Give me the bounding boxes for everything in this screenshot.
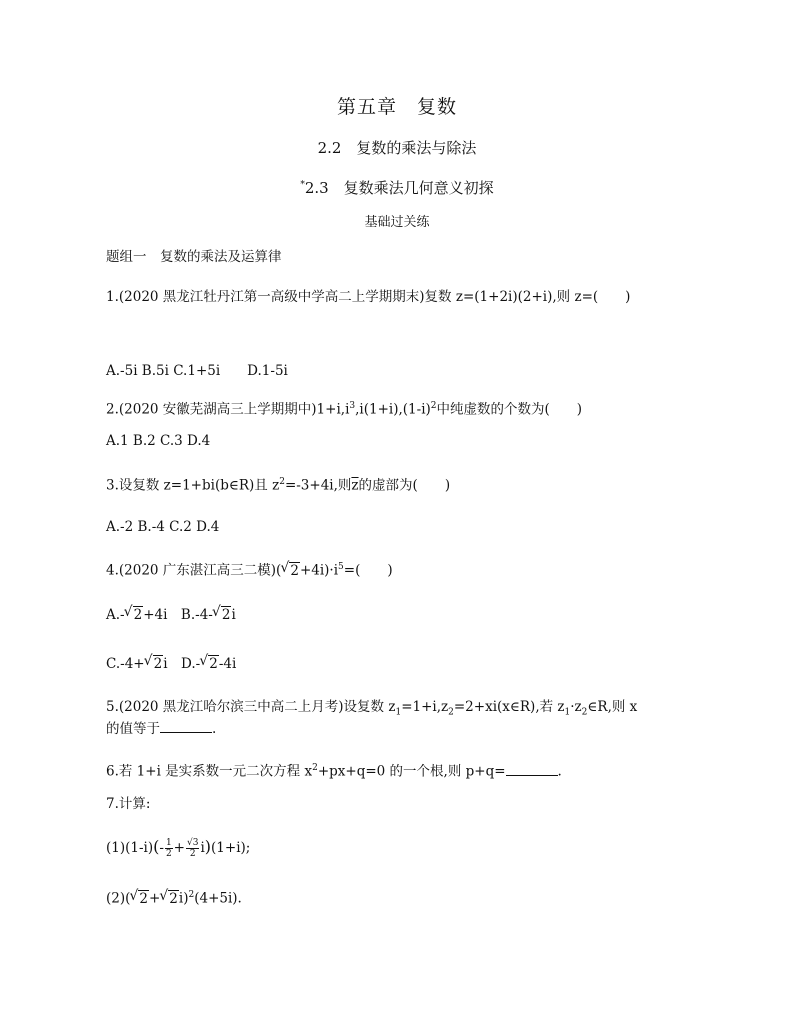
- q4-radicand: 2: [290, 562, 299, 579]
- q5-part-c: =2+xi(x∈R),若 z: [453, 699, 565, 715]
- q4-optC-a: C.-4+: [106, 656, 145, 672]
- q4-optB-b: i: [231, 607, 236, 623]
- question-4-options-ab: [106, 606, 236, 624]
- q4-part-b: +4i)·i: [299, 562, 339, 579]
- section-2-2-title: 2.2 复数的乘法与除法: [317, 139, 477, 157]
- question-5-line2: [106, 720, 216, 738]
- sqrt-symbol: [200, 655, 219, 673]
- q7-p2-radicand1: 2: [139, 890, 148, 907]
- q4-optC-b: i D.-: [163, 656, 201, 672]
- close-paren: ): [204, 837, 212, 856]
- q4-optB-radicand: 2: [221, 607, 231, 623]
- q4-optA-b: +4i B.-4-: [143, 607, 213, 623]
- q3-part-a: 3.设复数 z=1+bi(b∈R)且 z: [106, 477, 280, 494]
- q5-line2-b: .: [212, 721, 217, 737]
- q3-exp: 2: [279, 477, 285, 487]
- question-2-options: A.1 B.2 C.3 D.4: [106, 433, 211, 449]
- q5-sub3: 1: [564, 707, 571, 718]
- fraction-denominator: 2: [189, 849, 196, 859]
- practice-label: 基础过关练: [364, 215, 430, 230]
- sqrt-symbol: [281, 562, 300, 580]
- q6-part-b: +px+q=0 的一个根,则 p+q=: [317, 763, 506, 780]
- section-2-3-text: 2.3 复数乘法几何意义初探: [304, 179, 494, 197]
- q6-part-a: 6.若 1+i 是实系数一元二次方程 x: [106, 763, 313, 780]
- q7-p1-b: (1+i);: [211, 840, 251, 856]
- question-5-stem: [106, 698, 637, 722]
- q7-p2-c: (4+5i).: [194, 890, 242, 907]
- fraction: [165, 838, 173, 859]
- q4-optA-a: A.-: [106, 607, 125, 623]
- fraction: [186, 838, 199, 859]
- q7-p1-plus: +: [173, 840, 185, 856]
- question-6-stem: [106, 759, 562, 781]
- q4-part-c: =( ): [343, 562, 393, 579]
- chapter-title: 第五章 复数: [336, 96, 457, 118]
- q5-sub2: 2: [448, 707, 454, 718]
- q7-p2-b: i): [178, 890, 189, 907]
- question-3-stem: [106, 473, 450, 495]
- question-7-stem: 7.计算:: [106, 796, 151, 812]
- section-2-3-title: [0, 177, 794, 198]
- fraction-numerator: √3: [186, 838, 199, 848]
- q2-exp2: 2: [430, 401, 437, 411]
- q7-p1-i: i: [200, 840, 205, 856]
- q7-p1-minus: -: [159, 840, 164, 856]
- question-3-options: A.-2 B.-4 C.2 D.4: [106, 519, 220, 535]
- question-4-options-cd: [106, 655, 236, 673]
- q4-optC-radicand: 2: [153, 656, 163, 672]
- q4-exp: 5: [338, 562, 344, 572]
- z-conjugate: $\overline{z}$: [351, 477, 359, 494]
- q6-part-c: .: [557, 763, 562, 780]
- sqrt-symbol: [160, 890, 179, 908]
- answer-blank[interactable]: [506, 763, 558, 776]
- q5-part-b: =1+i,z: [401, 699, 449, 715]
- sqrt-symbol: [130, 890, 149, 908]
- open-paren: (: [153, 837, 160, 856]
- q7-p2-exp: 2: [188, 890, 195, 900]
- question-4-stem: [106, 558, 393, 580]
- sqrt-symbol: [213, 606, 232, 624]
- question-1-options: A.-5i B.5i C.1+5i D.1-5i: [106, 363, 288, 379]
- question-2-stem: [106, 397, 582, 419]
- q7-p2-a: (2)(: [106, 890, 131, 907]
- q4-optD-radicand: 2: [209, 656, 218, 672]
- q5-sub1: 1: [395, 707, 402, 718]
- q4-optA-radicand: 2: [133, 607, 143, 623]
- optional-marker: *: [300, 180, 305, 190]
- q4-part-a: 4.(2020 广东湛江高三二模)(: [106, 562, 282, 579]
- q6-exp: 2: [312, 763, 318, 773]
- fraction-denominator: 2: [165, 849, 172, 859]
- answer-blank[interactable]: [160, 720, 212, 733]
- q2-part-c: 中纯虚数的个数为( ): [436, 401, 583, 418]
- q3-part-c: 的虚部为( ): [358, 477, 451, 494]
- question-1-stem: 1.(2020 黑龙江牡丹江第一高级中学高二上学期期末)复数 z=(1+2i)(2+i),则 z=( ): [106, 289, 631, 305]
- q5-part-a: 5.(2020 黑龙江哈尔滨三中高二上月考)设复数 z: [106, 699, 396, 715]
- sqrt-symbol: [125, 606, 144, 624]
- q5-sub4: 2: [581, 707, 588, 718]
- fraction-numerator: 1: [165, 838, 172, 848]
- question-7-part-1: [106, 838, 250, 859]
- q5-line2-a: 的值等于: [106, 721, 160, 737]
- sqrt-symbol: [145, 655, 164, 673]
- q4-optD-b: -4i: [218, 656, 237, 672]
- group-title: 题组一 复数的乘法及运算律: [106, 249, 282, 265]
- q2-exp1: 3: [349, 401, 356, 411]
- question-7-part-2: [106, 886, 242, 908]
- q7-p1-a: (1)(1-i): [106, 840, 154, 856]
- q5-part-e: ∈R,则 x: [587, 699, 638, 715]
- q3-part-b: =-3+4i,则: [284, 477, 352, 494]
- q7-p2-plus: +: [148, 890, 161, 907]
- q2-part-b: ,i(1+i),(1-i): [355, 401, 431, 418]
- q5-part-d: ·z: [570, 699, 582, 715]
- q7-p2-radicand2: 2: [169, 890, 178, 907]
- q2-part-a: 2.(2020 安徽芜湖高三上学期期中)1+i,i: [106, 401, 350, 418]
